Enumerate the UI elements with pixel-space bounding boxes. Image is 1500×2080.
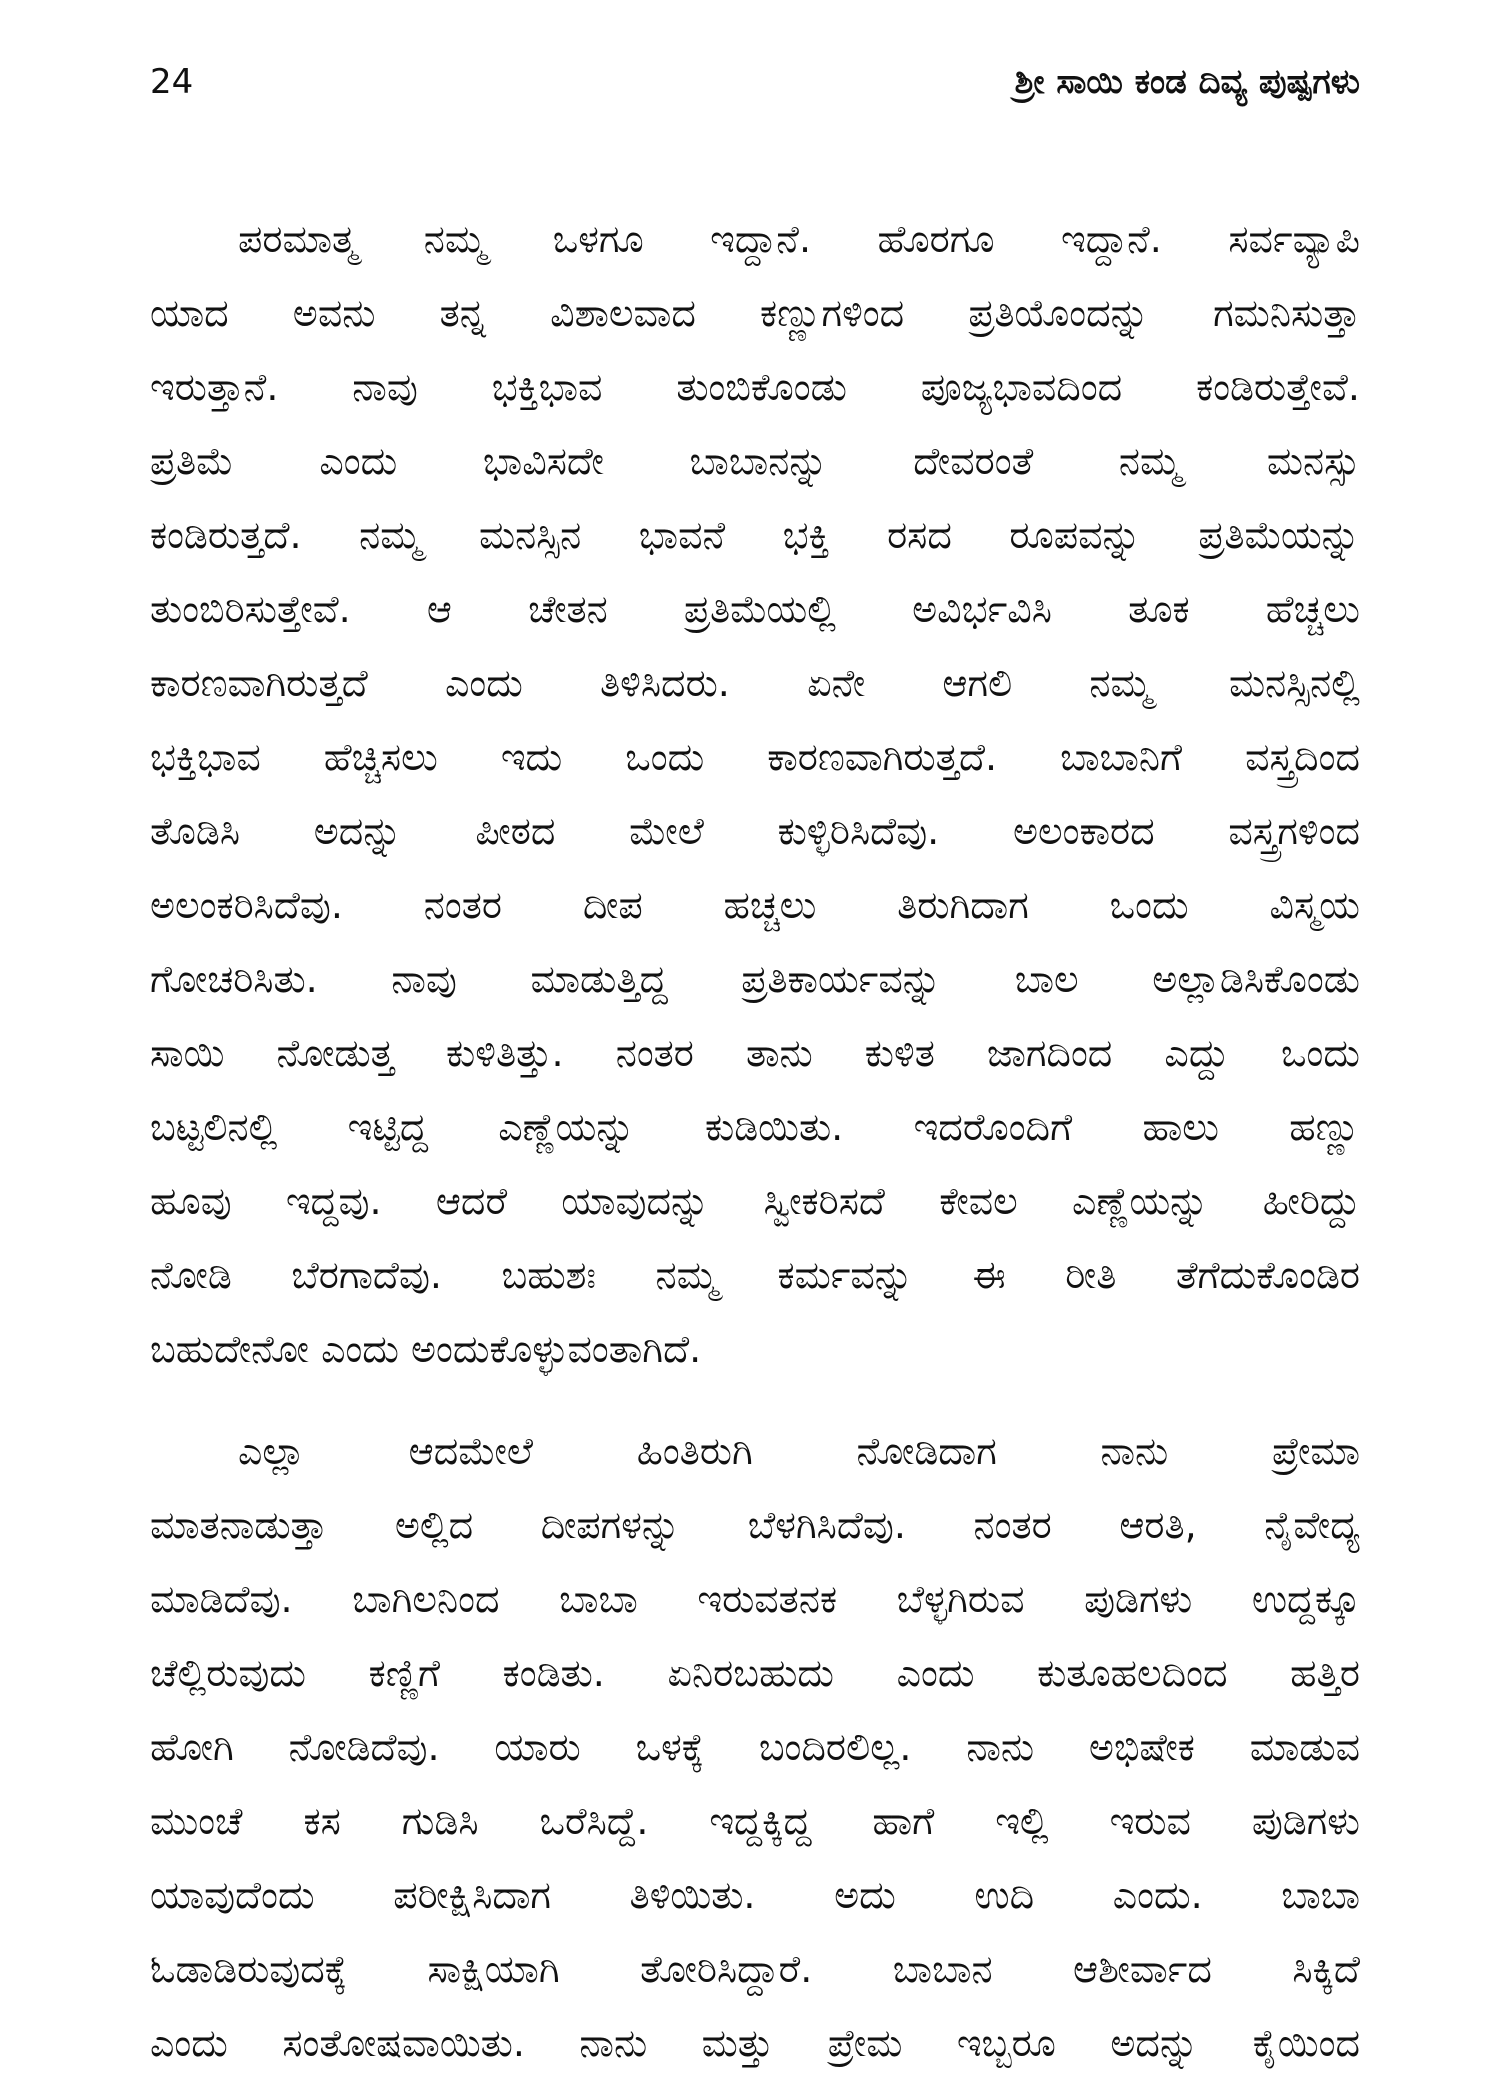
text-line: ತೊಡಿಸಿ ಅದನ್ನು ಪೀಠದ ಮೇಲೆ ಕುಳ್ಳಿರಿಸಿದೆವು. ಅಲಂಕಾರದ ವಸ್ತ್ರಗಳಿಂದ — [150, 809, 1360, 853]
book-title: ಶ್ರೀ ಸಾಯಿ ಕಂಡ ದಿವ್ಯ ಪುಷ್ಪಗಳು — [1014, 62, 1360, 102]
text-line: ಯಾದ ಅವನು ತನ್ನ ವಿಶಾಲವಾದ ಕಣ್ಣುಗಳಿಂದ ಪ್ರತಿಯೊಂದನ್ನು ಗಮನಿಸುತ್ತಾ — [150, 291, 1360, 335]
text-line: ಪರಮಾತ್ಮ ನಮ್ಮ ಒಳಗೂ ಇದ್ದಾನೆ. ಹೊರಗೂ ಇದ್ದಾನೆ. ಸರ್ವವ್ಯಾಪಿ — [238, 217, 1360, 261]
page-number: 24 — [150, 62, 194, 102]
text-line: ಎಲ್ಲಾ ಆದಮೇಲೆ ಹಿಂತಿರುಗಿ ನೋಡಿದಾಗ ನಾನು ಪ್ರೇಮಾ — [238, 1429, 1360, 1473]
text-line: ಮಾತನಾಡುತ್ತಾ ಅಲ್ಲಿದ ದೀಪಗಳನ್ನು ಬೆಳಗಿಸಿದೆವು. ನಂತರ ಆರತಿ, ನೈವೇದ್ಯ — [150, 1503, 1360, 1547]
paragraph-1-lines — [150, 202, 1360, 1386]
text-line: ಇರುತ್ತಾನೆ. ನಾವು ಭಕ್ತಿಭಾವ ತುಂಬಿಕೊಂಡು ಪೂಜ್ಯಭಾವದಿಂದ ಕಂಡಿರುತ್ತೇವೆ. — [150, 365, 1360, 409]
paragraph-2-lines — [150, 1414, 1360, 2080]
text-line: ಯಾವುದೆಂದು ಪರೀಕ್ಷಿಸಿದಾಗ ತಿಳಿಯಿತು. ಅದು ಉದಿ ಎಂದು. ಬಾಬಾ — [150, 1873, 1360, 1917]
text-line: ಮುಂಚೆ ಕಸ ಗುಡಿಸಿ ಒರೆಸಿದ್ದೆ. ಇದ್ದಕ್ಕಿದ್ದ ಹಾಗೆ ಇಲ್ಲಿ ಇರುವ ಪುಡಿಗಳು — [150, 1799, 1360, 1843]
text-line: ಚೆಲ್ಲಿರುವುದು ಕಣ್ಣಿಗೆ ಕಂಡಿತು. ಏನಿರಬಹುದು ಎಂದು ಕುತೂಹಲದಿಂದ ಹತ್ತಿರ — [150, 1651, 1360, 1695]
text-line: ತುಂಬಿರಿಸುತ್ತೇವೆ. ಆ ಚೇತನ ಪ್ರತಿಮೆಯಲ್ಲಿ ಅವಿರ್ಭವಿಸಿ ತೂಕ ಹೆಚ್ಚಲು — [150, 587, 1360, 631]
text-line: ಬಟ್ಟಲಿನಲ್ಲಿ ಇಟ್ಟಿದ್ದ ಎಣ್ಣೆಯನ್ನು ಕುಡಿಯಿತು. ಇದರೊಂದಿಗೆ ಹಾಲು ಹಣ್ಣು — [150, 1105, 1360, 1149]
paragraph-1 — [150, 202, 1360, 1386]
text-line: ಓಡಾಡಿರುವುದಕ್ಕೆ ಸಾಕ್ಷಿಯಾಗಿ ತೋರಿಸಿದ್ದಾರೆ. ಬಾಬಾನ ಆಶೀರ್ವಾದ ಸಿಕ್ಕಿದೆ — [150, 1947, 1360, 1991]
text-line: ಕಾರಣವಾಗಿರುತ್ತದೆ ಎಂದು ತಿಳಿಸಿದರು. ಏನೇ ಆಗಲಿ ನಮ್ಮ ಮನಸ್ಸಿನಲ್ಲಿ — [150, 661, 1360, 705]
text-line: ಬಹುದೇನೋ ಎಂದು ಅಂದುಕೊಳ್ಳುವಂತಾಗಿದೆ. — [150, 1327, 702, 1371]
text-line: ಪ್ರತಿಮೆ ಎಂದು ಭಾವಿಸದೇ ಬಾಬಾನನ್ನು ದೇವರಂತೆ ನಮ್ಮ ಮನಸ್ಸು — [150, 439, 1360, 483]
paragraph-2 — [150, 1414, 1360, 2080]
running-head — [150, 62, 1360, 132]
text-line: ಹೂವು ಇದ್ದವು. ಆದರೆ ಯಾವುದನ್ನು ಸ್ವೀಕರಿಸದೆ ಕೇವಲ ಎಣ್ಣೆಯನ್ನು ಹೀರಿದ್ದು — [150, 1179, 1360, 1223]
text-line: ಮಾಡಿದೆವು. ಬಾಗಿಲನಿಂದ ಬಾಬಾ ಇರುವತನಕ ಬೆಳ್ಳಗಿರುವ ಪುಡಿಗಳು ಉದ್ದಕ್ಕೂ — [150, 1577, 1360, 1621]
text-line: ಕಂಡಿರುತ್ತದೆ. ನಮ್ಮ ಮನಸ್ಸಿನ ಭಾವನೆ ಭಕ್ತಿ ರಸದ ರೂಪವನ್ನು ಪ್ರತಿಮೆಯನ್ನು — [150, 513, 1360, 557]
text-line: ಹೋಗಿ ನೋಡಿದೆವು. ಯಾರು ಒಳಕ್ಕೆ ಬಂದಿರಲಿಲ್ಲ. ನಾನು ಅಭಿಷೇಕ ಮಾಡುವ — [150, 1725, 1360, 1769]
text-line: ನೋಡಿ ಬೆರಗಾದೆವು. ಬಹುಶಃ ನಮ್ಮ ಕರ್ಮವನ್ನು ಈ ರೀತಿ ತೆಗೆದುಕೊಂಡಿರ — [150, 1253, 1360, 1297]
text-line: ಸಾಯಿ ನೋಡುತ್ತ ಕುಳಿತಿತ್ತು. ನಂತರ ತಾನು ಕುಳಿತ ಜಾಗದಿಂದ ಎದ್ದು ಒಂದು — [150, 1031, 1360, 1075]
text-line: ಭಕ್ತಿಭಾವ ಹೆಚ್ಚಿಸಲು ಇದು ಒಂದು ಕಾರಣವಾಗಿರುತ್ತದೆ. ಬಾಬಾನಿಗೆ ವಸ್ತ್ರದಿಂದ — [150, 735, 1360, 779]
text-line: ಅಲಂಕರಿಸಿದೆವು. ನಂತರ ದೀಪ ಹಚ್ಚಲು ತಿರುಗಿದಾಗ ಒಂದು ವಿಸ್ಮಯ — [150, 883, 1360, 927]
body-text — [150, 202, 1360, 2080]
text-line: ಎಂದು ಸಂತೋಷವಾಯಿತು. ನಾನು ಮತ್ತು ಪ್ರೇಮ ಇಬ್ಬರೂ ಅದನ್ನು ಕೈಯಿಂದ — [150, 2021, 1360, 2065]
text-line: ಗೋಚರಿಸಿತು. ನಾವು ಮಾಡುತ್ತಿದ್ದ ಪ್ರತಿಕಾರ್ಯವನ್ನು ಬಾಲ ಅಲ್ಲಾಡಿಸಿಕೊಂಡು — [150, 957, 1360, 1001]
